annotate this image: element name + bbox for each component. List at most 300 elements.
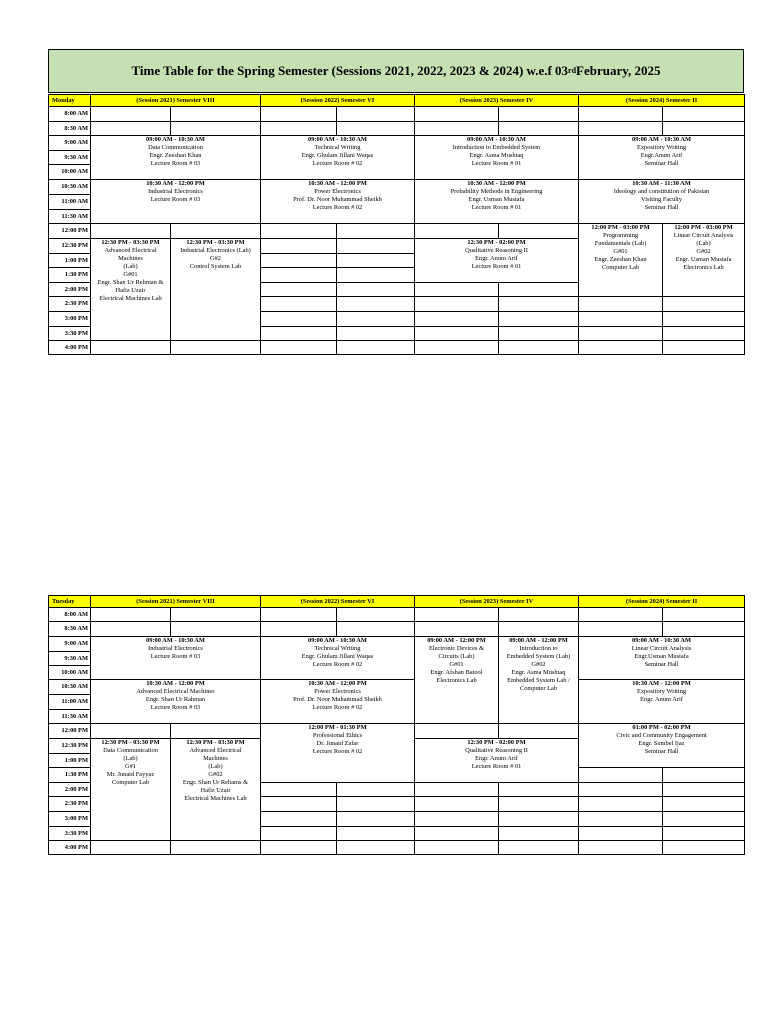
empty-slot <box>663 341 745 355</box>
class-detail-line: Visiting Faculty <box>641 196 683 203</box>
empty-slot <box>663 107 745 122</box>
session-2021-header: (Session 2021) Semester VIII <box>91 596 261 608</box>
empty-slot <box>499 341 579 355</box>
class-detail-line: Engr. Shan Ur Rehams & <box>182 779 249 786</box>
class-detail-line: Engr. Afshan Batool <box>430 669 483 676</box>
class-block <box>579 180 745 224</box>
class-detail-line: 12:30 PM - 03:30 PM <box>186 739 245 746</box>
empty-slot <box>337 224 415 239</box>
class-detail-line: Hafiz Uzair <box>115 287 146 294</box>
time-label: 10:30 AM <box>49 680 91 695</box>
empty-slot <box>415 107 499 122</box>
empty-slot <box>499 797 579 812</box>
class-detail-line: Engr.Usman Mustafa <box>634 653 689 660</box>
class-detail-line: 12:00 PM - 01:30 PM <box>308 724 367 731</box>
class-detail-line: 01:00 PM - 02:00 PM <box>632 724 691 731</box>
class-detail-line: Lecture Room # 02 <box>312 704 363 711</box>
empty-slot <box>663 122 745 136</box>
empty-slot <box>499 812 579 827</box>
empty-slot <box>663 768 745 783</box>
class-block <box>415 180 579 224</box>
class-detail-line: Engr. Ghulam Jillani Waqas <box>301 152 374 159</box>
empty-slot <box>261 254 337 268</box>
empty-slot <box>499 783 579 797</box>
class-detail-line: G#01 <box>449 661 464 668</box>
class-block <box>663 224 745 297</box>
class-block <box>415 739 579 783</box>
session-2023-header: (Session 2023) Semester IV <box>415 596 579 608</box>
class-detail-line: G#02 <box>531 661 546 668</box>
time-label: 4:00 PM <box>49 841 91 855</box>
class-detail-line: Computer Lab <box>601 264 640 271</box>
class-detail-line: 09:00 AM - 10:30 AM <box>632 637 691 644</box>
empty-slot <box>415 841 499 855</box>
class-detail-line: Circuits (Lab) <box>438 653 475 660</box>
empty-slot <box>499 608 579 622</box>
class-block <box>415 637 499 724</box>
class-detail-line: Power Electronics <box>314 688 361 695</box>
empty-slot <box>663 827 745 841</box>
empty-slot <box>499 841 579 855</box>
time-label: 4:00 PM <box>49 341 91 355</box>
class-detail-line: (Lab) <box>123 755 138 762</box>
day-label: Monday <box>49 95 91 107</box>
empty-slot <box>415 827 499 841</box>
class-detail-line: Industrial Electronics <box>148 188 203 195</box>
class-detail-line: 12:30 PM - 02:00 PM <box>467 239 526 246</box>
class-detail-line: Technical Writing <box>314 645 361 652</box>
class-block <box>415 136 579 180</box>
time-label: 10:00 AM <box>49 666 91 680</box>
empty-slot <box>663 297 745 312</box>
empty-slot <box>415 724 499 739</box>
class-detail-line: Seminar Hall <box>644 160 679 167</box>
class-detail-line: Mr. Junaid Fayyaz <box>106 771 155 778</box>
empty-slot <box>415 283 499 297</box>
class-block <box>499 637 579 724</box>
class-detail-line: Lecture Room # 03 <box>150 653 201 660</box>
empty-slot <box>415 224 499 239</box>
class-detail-line: Expository Writing <box>636 688 687 695</box>
empty-slot <box>337 107 415 122</box>
empty-slot <box>663 841 745 855</box>
time-label: 2:00 PM <box>49 783 91 797</box>
time-label: 10:00 AM <box>49 165 91 180</box>
class-detail-line: (Lab) <box>696 240 711 247</box>
class-detail-line: Engr. Asma Mushtaq <box>511 669 566 676</box>
empty-slot <box>499 622 579 637</box>
class-detail-line: 09:00 AM - 12:00 PM <box>509 637 568 644</box>
empty-slot <box>91 341 171 355</box>
empty-slot <box>91 107 171 122</box>
class-detail-line: Control System Lab <box>189 263 242 270</box>
empty-slot <box>337 841 415 855</box>
empty-slot <box>337 297 415 312</box>
class-block <box>91 680 261 724</box>
empty-slot <box>337 783 415 797</box>
monday-header-row <box>49 95 745 107</box>
class-detail-line: 12:00 PM - 03:00 PM <box>674 224 733 231</box>
empty-slot <box>663 312 745 327</box>
tuesday-header-row <box>49 596 745 608</box>
empty-slot <box>579 768 663 783</box>
class-detail-line: 09:00 AM - 10:30 AM <box>467 136 526 143</box>
class-detail-line: Seminar Hall <box>644 204 679 211</box>
class-detail-line: Prof. Dr. Noor Muhammad Sheikh <box>293 696 382 703</box>
class-detail-line: Ideology and constitution of Pakistan <box>613 188 710 195</box>
empty-slot <box>415 608 499 622</box>
empty-slot <box>337 312 415 327</box>
class-detail-line: G#1 <box>124 763 136 770</box>
time-label: 8:30 AM <box>49 622 91 637</box>
empty-slot <box>579 797 663 812</box>
empty-slot <box>663 783 745 797</box>
class-detail-line: Engr. Usman Mustafa <box>468 196 525 203</box>
empty-slot <box>171 724 261 739</box>
class-detail-line: 12:30 PM - 03:30 PM <box>101 739 160 746</box>
class-block <box>171 739 261 841</box>
empty-slot <box>91 622 171 637</box>
time-label: 10:30 AM <box>49 180 91 195</box>
class-block <box>579 680 745 724</box>
empty-slot <box>579 608 663 622</box>
time-label: 8:00 AM <box>49 608 91 622</box>
empty-slot <box>261 783 337 797</box>
title-suffix: February, 2025 <box>576 63 661 78</box>
session-2022-header: (Session 2022) Semester VI <box>261 596 415 608</box>
empty-slot <box>337 122 415 136</box>
empty-slot <box>261 827 337 841</box>
empty-slot <box>261 327 337 341</box>
class-detail-line: Lecture Room # 02 <box>312 661 363 668</box>
empty-slot <box>261 812 337 827</box>
empty-slot <box>499 107 579 122</box>
empty-slot <box>579 297 663 312</box>
time-label: 11:00 AM <box>49 195 91 210</box>
time-label: 12:00 PM <box>49 724 91 739</box>
empty-slot <box>171 608 261 622</box>
empty-slot <box>337 608 415 622</box>
empty-slot <box>171 224 261 239</box>
empty-slot <box>499 122 579 136</box>
class-detail-line: Engr.Anum Arif <box>640 152 683 159</box>
class-block <box>261 136 415 180</box>
empty-slot <box>499 827 579 841</box>
class-detail-line: G#02 <box>208 771 223 778</box>
empty-slot <box>261 283 337 297</box>
class-detail-line: Linear Circuit Analysis <box>631 645 692 652</box>
class-block <box>261 724 415 783</box>
class-detail-line: Engr. Zeeshan Khan <box>149 152 202 159</box>
class-block <box>415 239 579 283</box>
class-detail-line: Introduction to Embedded System <box>452 144 541 151</box>
class-detail-line: G#01 <box>123 271 138 278</box>
class-detail-line: 09:00 AM - 10:30 AM <box>308 136 367 143</box>
class-detail-line: G#01 <box>613 248 628 255</box>
empty-slot <box>579 622 663 637</box>
class-detail-line: Electrical Machines Lab <box>99 295 162 302</box>
empty-slot <box>499 327 579 341</box>
empty-slot <box>415 297 499 312</box>
class-detail-line: Advanced Electrical <box>189 747 242 754</box>
empty-slot <box>337 341 415 355</box>
class-detail-line: Lecture Room # 01 <box>471 204 522 211</box>
class-detail-line: Lecture Room # 02 <box>312 160 363 167</box>
empty-slot <box>663 622 745 637</box>
empty-slot <box>415 797 499 812</box>
empty-slot <box>579 841 663 855</box>
empty-slot <box>171 122 261 136</box>
class-detail-line: Dr. Junaid Zafar <box>316 740 359 747</box>
empty-slot <box>499 224 579 239</box>
time-label: 8:30 AM <box>49 122 91 136</box>
class-detail-line: 09:00 AM - 10:30 AM <box>146 136 205 143</box>
class-detail-line: (Lab) <box>208 763 223 770</box>
class-detail-line: Engr. Anum Arif <box>475 755 518 762</box>
time-label: 2:00 PM <box>49 283 91 297</box>
class-detail-line: Engr. Zeeshan Khan <box>594 256 647 263</box>
empty-slot <box>415 122 499 136</box>
class-detail-line: 12:30 PM - 03:30 PM <box>101 239 160 246</box>
class-detail-line: Embedded System Lab / <box>507 677 570 684</box>
class-detail-line: Electrical Machines Lab <box>184 795 247 802</box>
empty-slot <box>261 341 337 355</box>
empty-slot <box>579 327 663 341</box>
class-detail-line: G#2 <box>209 255 221 262</box>
empty-slot <box>663 327 745 341</box>
empty-slot <box>663 608 745 622</box>
empty-slot <box>499 283 579 297</box>
class-detail-line: Electronics Lab <box>683 264 724 271</box>
class-detail-line: Engr. Ghulam Jillani Waqas <box>301 653 374 660</box>
class-detail-line: 12:30 PM - 02:00 PM <box>467 739 526 746</box>
class-detail-line: 10:30 AM - 12:00 PM <box>308 180 367 187</box>
empty-slot <box>337 622 415 637</box>
empty-slot <box>91 122 171 136</box>
empty-slot <box>261 122 337 136</box>
time-label: 9:30 AM <box>49 652 91 666</box>
empty-slot <box>415 812 499 827</box>
class-detail-line: 10:30 AM - 12:00 PM <box>632 680 691 687</box>
class-detail-line: Machines <box>118 255 143 262</box>
class-detail-line: Engr. Anum Arif <box>475 255 518 262</box>
empty-slot <box>337 239 415 254</box>
empty-slot <box>579 341 663 355</box>
tuesday-timetable <box>48 595 745 855</box>
class-detail-line: Prof. Dr. Noor Muhammad Sheikh <box>293 196 382 203</box>
class-detail-line: Lecture Room # 02 <box>312 748 363 755</box>
class-block <box>579 224 663 297</box>
time-label: 1:00 PM <box>49 754 91 768</box>
class-detail-line: Lecture Room # 03 <box>150 160 201 167</box>
class-block <box>579 724 745 768</box>
empty-slot <box>261 239 337 254</box>
class-detail-line: Seminar Hall <box>644 748 679 755</box>
empty-slot <box>261 297 337 312</box>
empty-slot <box>415 622 499 637</box>
empty-slot <box>261 797 337 812</box>
empty-slot <box>261 224 337 239</box>
class-block <box>261 680 415 724</box>
class-block <box>91 180 261 224</box>
empty-slot <box>337 812 415 827</box>
empty-slot <box>415 327 499 341</box>
empty-slot <box>499 724 579 739</box>
page-title: Time Table for the Spring Semester (Sessions 2021, 2022, 2023 & 2024) w.e.f 03 rd February, 2025 <box>48 49 744 93</box>
class-detail-line: Lecture Room # 03 <box>150 704 201 711</box>
time-label: 9:00 AM <box>49 637 91 652</box>
class-detail-line: 10:30 AM - 12:00 PM <box>467 180 526 187</box>
class-detail-line: Lecture Room # 01 <box>471 263 522 270</box>
class-detail-line: 09:00 AM - 10:30 AM <box>632 136 691 143</box>
time-label: 11:00 AM <box>49 695 91 710</box>
class-detail-line: Civic and Community Engagement <box>616 732 707 739</box>
empty-slot <box>415 783 499 797</box>
empty-slot <box>261 107 337 122</box>
class-detail-line: Qualitative Reasoning II <box>465 747 528 754</box>
class-detail-line: 12:00 PM - 03:00 PM <box>591 224 650 231</box>
empty-slot <box>579 312 663 327</box>
class-detail-line: Electronics Lab <box>436 677 477 684</box>
empty-slot <box>261 268 337 283</box>
empty-slot <box>579 812 663 827</box>
class-detail-line: 09:00 AM - 10:30 AM <box>146 637 205 644</box>
empty-slot <box>261 312 337 327</box>
empty-slot <box>171 341 261 355</box>
empty-slot <box>663 812 745 827</box>
empty-slot <box>499 297 579 312</box>
time-label: 12:30 PM <box>49 239 91 254</box>
class-detail-line: Fundamentals (Lab) <box>594 240 647 247</box>
class-detail-line: Engr. Sumbel Ijaz <box>638 740 685 747</box>
class-detail-line: 10:30 AM - 11:30 AM <box>632 180 691 187</box>
class-detail-line: Data Communication <box>103 747 158 754</box>
empty-slot <box>579 827 663 841</box>
monday-timetable <box>48 94 745 355</box>
empty-slot <box>261 622 337 637</box>
empty-slot <box>91 841 171 855</box>
class-block <box>171 239 261 341</box>
class-block <box>91 136 261 180</box>
class-detail-line: Programming <box>602 232 639 239</box>
day-label: Tuesday <box>49 596 91 608</box>
time-label: 12:00 PM <box>49 224 91 239</box>
time-label: 11:30 AM <box>49 210 91 224</box>
time-label: 3:00 PM <box>49 312 91 327</box>
class-detail-line: Introduction to <box>519 645 558 652</box>
empty-slot <box>337 797 415 812</box>
empty-slot <box>261 608 337 622</box>
class-detail-line: 10:30 AM - 12:00 PM <box>146 180 205 187</box>
class-block <box>91 637 261 680</box>
class-detail-line: Advanced Electrical Machines <box>136 688 215 695</box>
session-2021-header: (Session 2021) Semester VIII <box>91 95 261 107</box>
class-detail-line: Engr. Shan Ur Rahman <box>145 696 206 703</box>
time-label: 9:00 AM <box>49 136 91 151</box>
class-detail-line: (Lab) <box>123 263 138 270</box>
empty-slot <box>499 312 579 327</box>
class-detail-line: Professional Ethics <box>312 732 363 739</box>
class-block <box>91 739 171 841</box>
class-detail-line: 12:30 PM - 03:30 PM <box>186 239 245 246</box>
empty-slot <box>261 841 337 855</box>
class-block <box>579 136 745 180</box>
class-detail-line: Lecture Room # 01 <box>471 763 522 770</box>
time-label: 1:30 PM <box>49 268 91 283</box>
title-prefix: Time Table for the Spring Semester (Sessions 2021, 2022, 2023 & 2024) w.e.f 03 <box>131 63 569 78</box>
class-detail-line: Power Electronics <box>314 188 361 195</box>
empty-slot <box>579 783 663 797</box>
empty-slot <box>579 107 663 122</box>
time-label: 8:00 AM <box>49 107 91 122</box>
class-detail-line: Qualitative Reasoning II <box>465 247 528 254</box>
class-detail-line: Seminar Hall <box>644 661 679 668</box>
empty-slot <box>337 283 415 297</box>
class-detail-line: Industrial Electronics <box>148 645 203 652</box>
time-label: 3:30 PM <box>49 327 91 341</box>
empty-slot <box>91 724 171 739</box>
class-detail-line: Data Communication <box>148 144 203 151</box>
empty-slot <box>579 122 663 136</box>
empty-slot <box>337 827 415 841</box>
class-detail-line: Industrial Electronics (Lab) <box>180 247 251 254</box>
class-detail-line: Hafiz Uzair <box>200 787 231 794</box>
class-detail-line: Lecture Room # 03 <box>150 196 201 203</box>
class-block <box>261 637 415 680</box>
time-label: 2:30 PM <box>49 297 91 312</box>
time-label: 9:30 AM <box>49 151 91 165</box>
class-detail-line: Engr. Asma Mushtaq <box>469 152 524 159</box>
empty-slot <box>91 224 171 239</box>
class-detail-line: Electronic Devices & <box>428 645 484 652</box>
empty-slot <box>337 327 415 341</box>
time-label: 3:30 PM <box>49 827 91 841</box>
empty-slot <box>91 608 171 622</box>
time-label: 2:30 PM <box>49 797 91 812</box>
class-detail-line: Lecture Room # 02 <box>312 204 363 211</box>
class-block <box>579 637 745 680</box>
time-label: 1:00 PM <box>49 254 91 268</box>
empty-slot <box>171 622 261 637</box>
class-detail-line: Machines <box>203 755 228 762</box>
class-detail-line: Lecture Room # 01 <box>471 160 522 167</box>
class-detail-line: 10:30 AM - 12:00 PM <box>146 680 205 687</box>
time-label: 1:30 PM <box>49 768 91 783</box>
class-detail-line: 09:00 AM - 12:00 PM <box>427 637 486 644</box>
class-detail-line: Expository Writing <box>636 144 687 151</box>
class-block <box>91 239 171 341</box>
class-detail-line: Probability Methods in Engineering <box>450 188 543 195</box>
session-2024-header: (Session 2024) Semester II <box>579 596 745 608</box>
class-detail-line: Advanced Electrical <box>104 247 157 254</box>
empty-slot <box>663 797 745 812</box>
time-label: 3:00 PM <box>49 812 91 827</box>
class-detail-line: Linear Circuit Analysis <box>673 232 734 239</box>
class-detail-line: Embedded System (Lab) <box>506 653 571 660</box>
session-2023-header: (Session 2023) Semester IV <box>415 95 579 107</box>
time-label: 12:30 PM <box>49 739 91 754</box>
empty-slot <box>337 254 415 268</box>
class-detail-line: 10:30 AM - 12:00 PM <box>308 680 367 687</box>
class-detail-line: Technical Writing <box>314 144 361 151</box>
time-label: 11:30 AM <box>49 710 91 724</box>
class-detail-line: 09:00 AM - 10:30 AM <box>308 637 367 644</box>
session-2022-header: (Session 2022) Semester VI <box>261 95 415 107</box>
class-block <box>261 180 415 224</box>
class-detail-line: G#02 <box>696 248 711 255</box>
session-2024-header: (Session 2024) Semester II <box>579 95 745 107</box>
class-detail-line: Computer Lab <box>519 685 558 692</box>
